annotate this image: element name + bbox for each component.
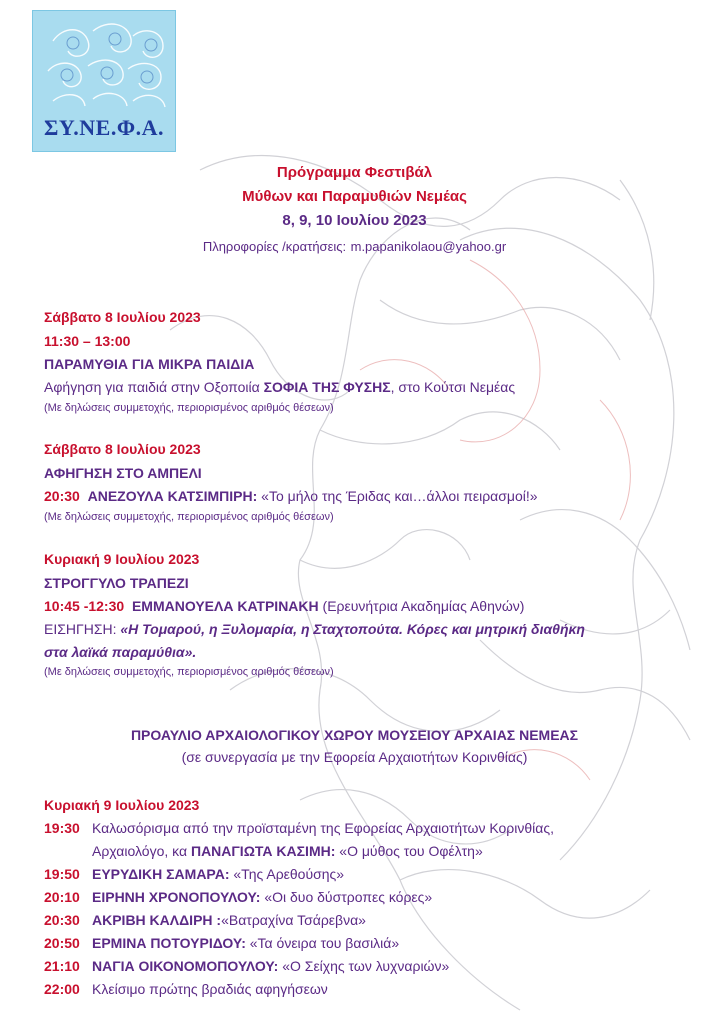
program-item: 19:50 ΕΥΡΥΔΙΚΗ ΣΑΜΑΡΑ: «Της Αρεθούσης» — [44, 866, 345, 882]
program-date: Κυριακή 9 Ιουλίου 2023 — [44, 797, 200, 813]
event2-detail: 20:30 ΑΝΕΖΟΥΛΑ ΚΑΤΣΙΜΠΙΡΗ: «Το μήλο της Έριδας και…άλλοι πειρασμοί!» — [44, 488, 538, 504]
program-item: 21:10 ΝΑΓΙΑ ΟΙΚΟΝΟΜΟΠΟΥΛΟΥ: «Ο Σείχης των λυχναριών» — [44, 958, 450, 974]
event1-note: (Με δηλώσεις συμμετοχής, περιορισμένος αριθμός θέσεων) — [44, 402, 334, 414]
venue-title: ΠΡΟΑΥΛΙΟ ΑΡΧΑΙΟΛΟΓΙΚΟΥ ΧΩΡΟΥ ΜΟΥΣΕΙΟΥ ΑΡΧΑΙΑΣ ΝΕΜΕΑΣ — [130, 727, 579, 743]
festival-title-2: Μύθων και Παραμυθιών Νεμέας — [242, 188, 467, 205]
event3-detail: 10:45 -12:30 ΕΜΜΑΝΟΥΕΛΑ ΚΑΤΡΙΝΑΚΗ (Ερευνήτρια Ακαδημίας Αθηνών) — [44, 598, 525, 614]
event1-title: ΠΑΡΑΜΥΘΙΑ ΓΙΑ ΜΙΚΡΑ ΠΑΙΔΙΑ — [44, 356, 255, 372]
info-line: Πληροφορίες /κρατήσεις: m.papanikolaou@yahoo.gr — [202, 239, 507, 254]
event2-date: Σάββατο 8 Ιουλίου 2023 — [44, 441, 201, 457]
event3-date: Κυριακή 9 Ιουλίου 2023 — [44, 551, 200, 567]
event3-note: (Με δηλώσεις συμμετοχής, περιορισμένος αριθμός θέσεων) — [44, 666, 334, 678]
event3-talk-2: στα λαϊκά παραμύθια». — [44, 644, 197, 660]
event1-desc: Αφήγηση για παιδιά στην Οξοποιία ΣΟΦΙΑ ΤΗΣ ΦΥΣΗΣ, στο Κούτσι Νεμέας — [44, 379, 516, 395]
program-welcome-2: Αρχαιολόγο, κα ΠΑΝΑΓΙΩΤΑ ΚΑΣΙΜΗ: «Ο μύθος του Οφέλτη» — [92, 843, 483, 859]
event2-note: (Με δηλώσεις συμμετοχής, περιορισμένος αριθμός θέσεων) — [44, 511, 334, 523]
email-link[interactable]: m.papanikolaou@yahoo.gr — [350, 239, 507, 254]
program-welcome-1: 19:30 Καλωσόρισμα από την προϊσταμένη της Εφορείας Αρχαιοτήτων Κορινθίας, — [44, 820, 554, 836]
program-item: 20:50 ΕΡΜΙΝΑ ΠΟΤΟΥΡΙΔΟΥ: «Τα όνειρα του βασιλιά» — [44, 935, 400, 951]
logo-text: ΣΥ.ΝΕ.Φ.Α. — [44, 115, 164, 140]
program-item: 20:30 ΑΚΡΙΒΗ ΚΑΛΔΙΡΗ :«Βατραχίνα Τσάρεβνα» — [44, 912, 366, 928]
event3-talk-1: ΕΙΣΗΓΗΣΗ: «Η Τομαρού, η Ξυλομαρία, η Σταχτοπούτα. Κόρες και μητρική διαθήκη — [44, 621, 585, 637]
program-close: 22:00 Κλείσιμο πρώτης βραδιάς αφηγήσεων — [44, 981, 328, 997]
event1-date: Σάββατο 8 Ιουλίου 2023 — [44, 309, 201, 325]
event1-time: 11:30 – 13:00 — [44, 333, 131, 349]
venue-subtitle: (σε συνεργασία με την Εφορεία Αρχαιοτήτων Κορινθίας) — [181, 749, 528, 765]
festival-title-1: Πρόγραμμα Φεστιβάλ — [276, 164, 433, 181]
program-item: 20:10 ΕΙΡΗΝΗ ΧΡΟΝΟΠΟΥΛΟΥ: «Οι δυο δύστροπες κόρες» — [44, 889, 433, 905]
event2-title: ΑΦΗΓΗΣΗ ΣΤΟ ΑΜΠΕΛΙ — [44, 465, 202, 481]
event3-title: ΣΤΡΟΓΓΥΛΟ ΤΡΑΠΕΖΙ — [44, 575, 189, 591]
festival-dates: 8, 9, 10 Ιουλίου 2023 — [282, 212, 427, 229]
